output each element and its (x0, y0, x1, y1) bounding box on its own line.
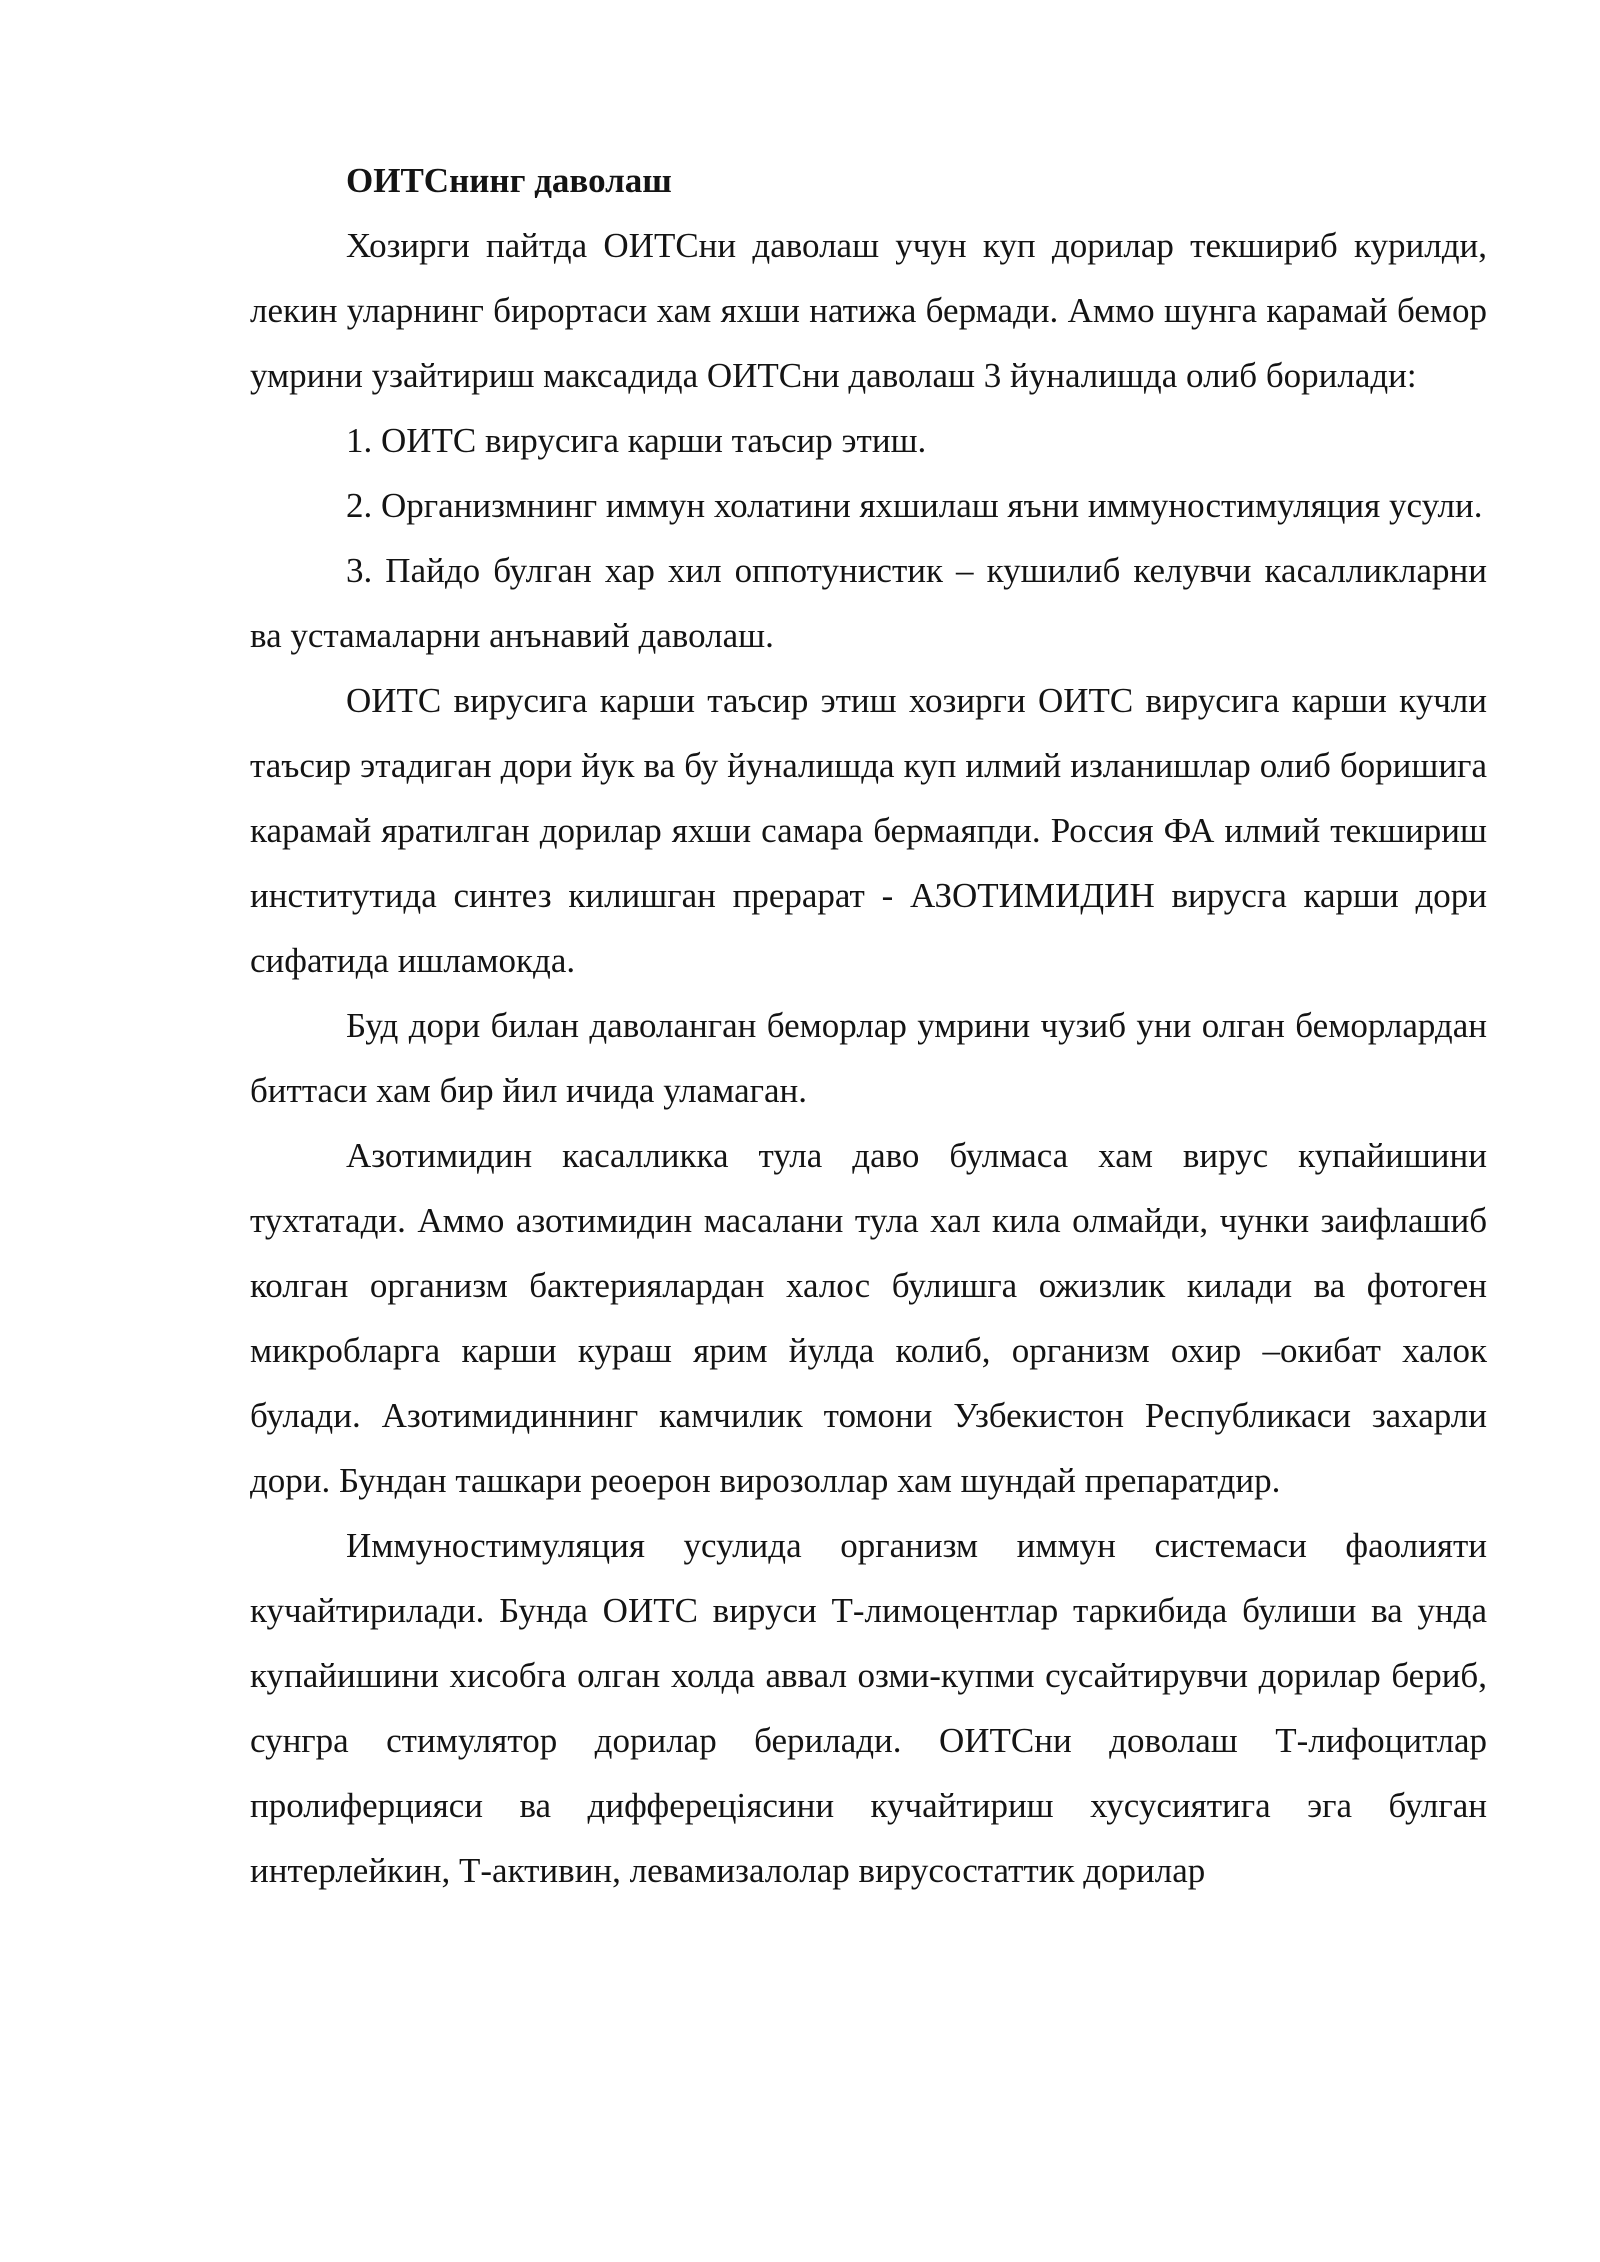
paragraph-item-1: 1. ОИТС вирусига карши таъсир этиш. (346, 421, 927, 460)
document-body (250, 148, 1487, 1903)
paragraph-intro: Хозирги пайтда ОИТСни даволаш учун куп дорилар текшириб курилди, лекин уларнинг бирортаси хам яхши натижа бермади. Аммо шунга карамай бемор умрини узайтириш максадида ОИТСни даволаш 3 йуналишда олиб борилади: (250, 226, 1487, 395)
paragraph-item-3: 3. Пайдо булган хар хил оппотунистик – кушилиб келувчи касалликларни ва устамаларни анънавий даволаш. (250, 551, 1487, 655)
paragraph-antiviral: ОИТС вирусига карши таъсир этиш хозирги ОИТС вирусига карши кучли таъсир этадиган дори йук ва бу йуналишда куп илмий изланишлар олиб боришига карамай яратилган дорилар яхши самара бермаяпди. Россия ФА илмий текшириш институтида синтез килишган прерарат - АЗОТИМИДИН вирусга карши дори сифатида ишламокда. (250, 681, 1487, 980)
paragraph-treated-patients: Буд дори билан даволанган беморлар умрини чузиб уни олган беморлардан биттаси хам бир йил ичида уламаган. (250, 1006, 1487, 1110)
paragraph-immunostimulation: Иммуностимуляция усулида организм иммун системаси фаолияти кучайтирилади. Бунда ОИТС вируси Т-лимоцентлар таркибида булиши ва унда купайишини хисобга олган холда аввал озми-купми сусайтирувчи дорилар бериб, сунгра стимулятор дорилар берилади. ОИТСни доволаш Т-лифоцитлар пролиферцияси ва диффереціясини кучайтириш хусусиятига эга булган интерлейкин, Т-активин, левамизалолар вирусостаттик дорилар (250, 1526, 1487, 1890)
document-title: ОИТСнинг даволаш (346, 161, 672, 200)
paragraph-azotimidin: Азотимидин касалликка тула даво булмаса хам вирус купайишини тухтатади. Аммо азотимидин масалани тула хал кила олмайди, чунки заифлашиб колган организм бактериялардан халос булишга ожизлик килади ва фотоген микробларга карши кураш ярим йулда колиб, организм охир –окибат халок булади. Азотимидиннинг камчилик томони Узбекистон Республикаси захарли дори. Бундан ташкари реоерон вирозоллар хам шундай препаратдир. (250, 1136, 1487, 1500)
paragraph-item-2: 2. Организмнинг иммун холатини яхшилаш яъни иммуностимуляция усули. (346, 486, 1483, 525)
